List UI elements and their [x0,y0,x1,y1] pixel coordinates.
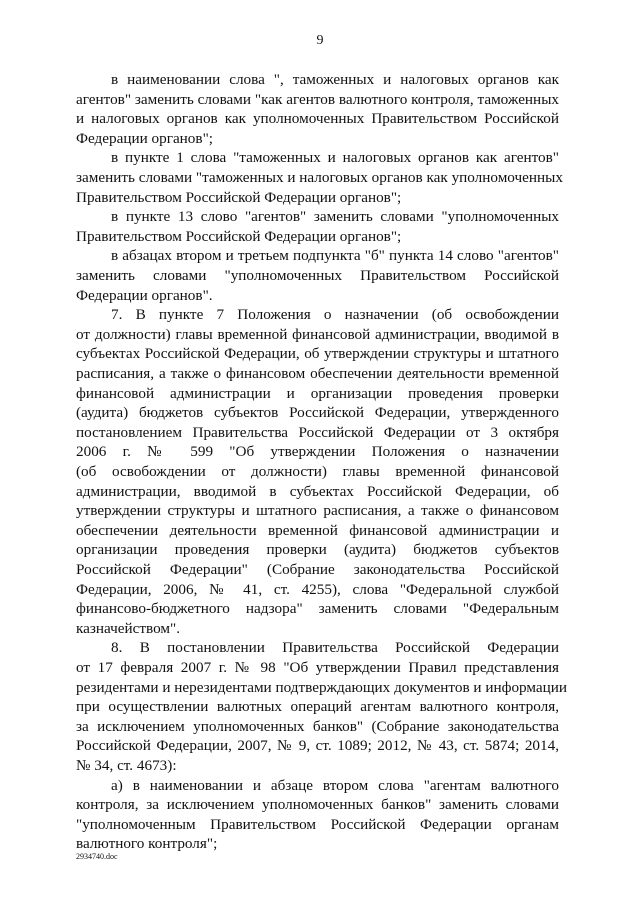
text-line: Российской Федерации" (Собрание законодательства Российской [76,561,559,578]
text-line: расписания, а также о финансовом обеспечении деятельности временной [76,365,559,382]
text-line: заменить словами "уполномоченных Правительством Российской [76,267,559,284]
text-line: казначейством". [76,619,181,637]
text-line: за исключением уполномоченных банков" (Собрание законодательства [76,717,559,735]
text-line: Правительством Российской Федерации органов"; [76,227,402,245]
text-line: от должности) главы временной финансовой администрации, вводимой в [76,325,559,343]
text-line: 7. В пункте 7 Положения о назначении (об освобождении [111,306,559,324]
text-line: (об освобождении от должности) главы временной финансовой [76,463,559,480]
text-line: валютного контроля"; [76,835,218,853]
text-line: администрации, вводимой в субъектах Российской Федерации, об [76,482,559,500]
text-line: в наименовании слова ", таможенных и налоговых органов как [111,71,559,88]
text-line: от 17 февраля 2007 г. № 98 "Об утверждении Правил представления [76,659,559,676]
text-line: заменить словами "таможенных и налоговых органов как уполномоченных [76,169,563,186]
text-line: субъектах Российской Федерации, об утверждении структуры и штатного [76,345,559,363]
text-line: в абзацах втором и третьем подпункта "б" пункта 14 слово "агентов" [111,247,559,265]
text-line: организации проведения проверки (аудита) бюджетов субъектов [76,541,559,559]
text-line: Федерации, 2006, № 41, ст. 4255), слова "Федеральной службой [76,580,559,598]
text-line: финансовой администрации и организации проведения проверки [76,384,559,402]
text-line: 2006 г. № 599 "Об утверждении Положения о назначении [76,443,559,461]
text-line: контроля, за исключением уполномоченных банков" заменить словами [76,796,559,814]
text-line: Российской Федерации, 2007, № 9, ст. 1089; 2012, № 43, ст. 5874; 2014, [76,737,559,755]
text-line: резидентами и нерезидентами подтверждающих документов и информации [76,678,568,696]
text-line: постановлением Правительства Российской Федерации от 3 октября [76,423,559,441]
text-line: обеспечении деятельности временной финансовой администрации и [76,521,559,539]
text-line: финансово-бюджетного надзора" заменить словами "Федеральным [76,600,559,618]
text-line: при осуществлении валютных операций агентам валютного контроля, [76,698,559,716]
text-line: в пункте 1 слова "таможенных и налоговых органов как агентов" [111,149,559,167]
text-line: 8. В постановлении Правительства Российской Федерации [111,639,559,657]
text-line: Правительством Российской Федерации органов"; [76,188,402,206]
text-line: и налоговых органов как уполномоченных Правительством Российской [76,110,559,128]
text-line: Федерации органов"; [76,129,213,147]
text-line: № 34, ст. 4673): [76,757,177,774]
text-line: "уполномоченным Правительством Российской Федерации органам [76,815,559,833]
text-line: (аудита) бюджетов субъектов Российской Федерации, утвержденного [76,404,559,422]
text-line: Федерации органов". [76,286,213,304]
text-line: а) в наименовании и абзаце втором слова "агентам валютного [111,776,559,794]
text-line: в пункте 13 слово "агентов" заменить словами "уполномоченных [111,208,559,226]
document-filename: 2934740.doc [76,852,118,861]
text-line: агентов" заменить словами "как агентов валютного контроля, таможенных [76,90,559,108]
page-number: 9 [316,33,324,48]
text-line: утверждении структуры и штатного расписания, а также о финансовом [76,502,559,520]
